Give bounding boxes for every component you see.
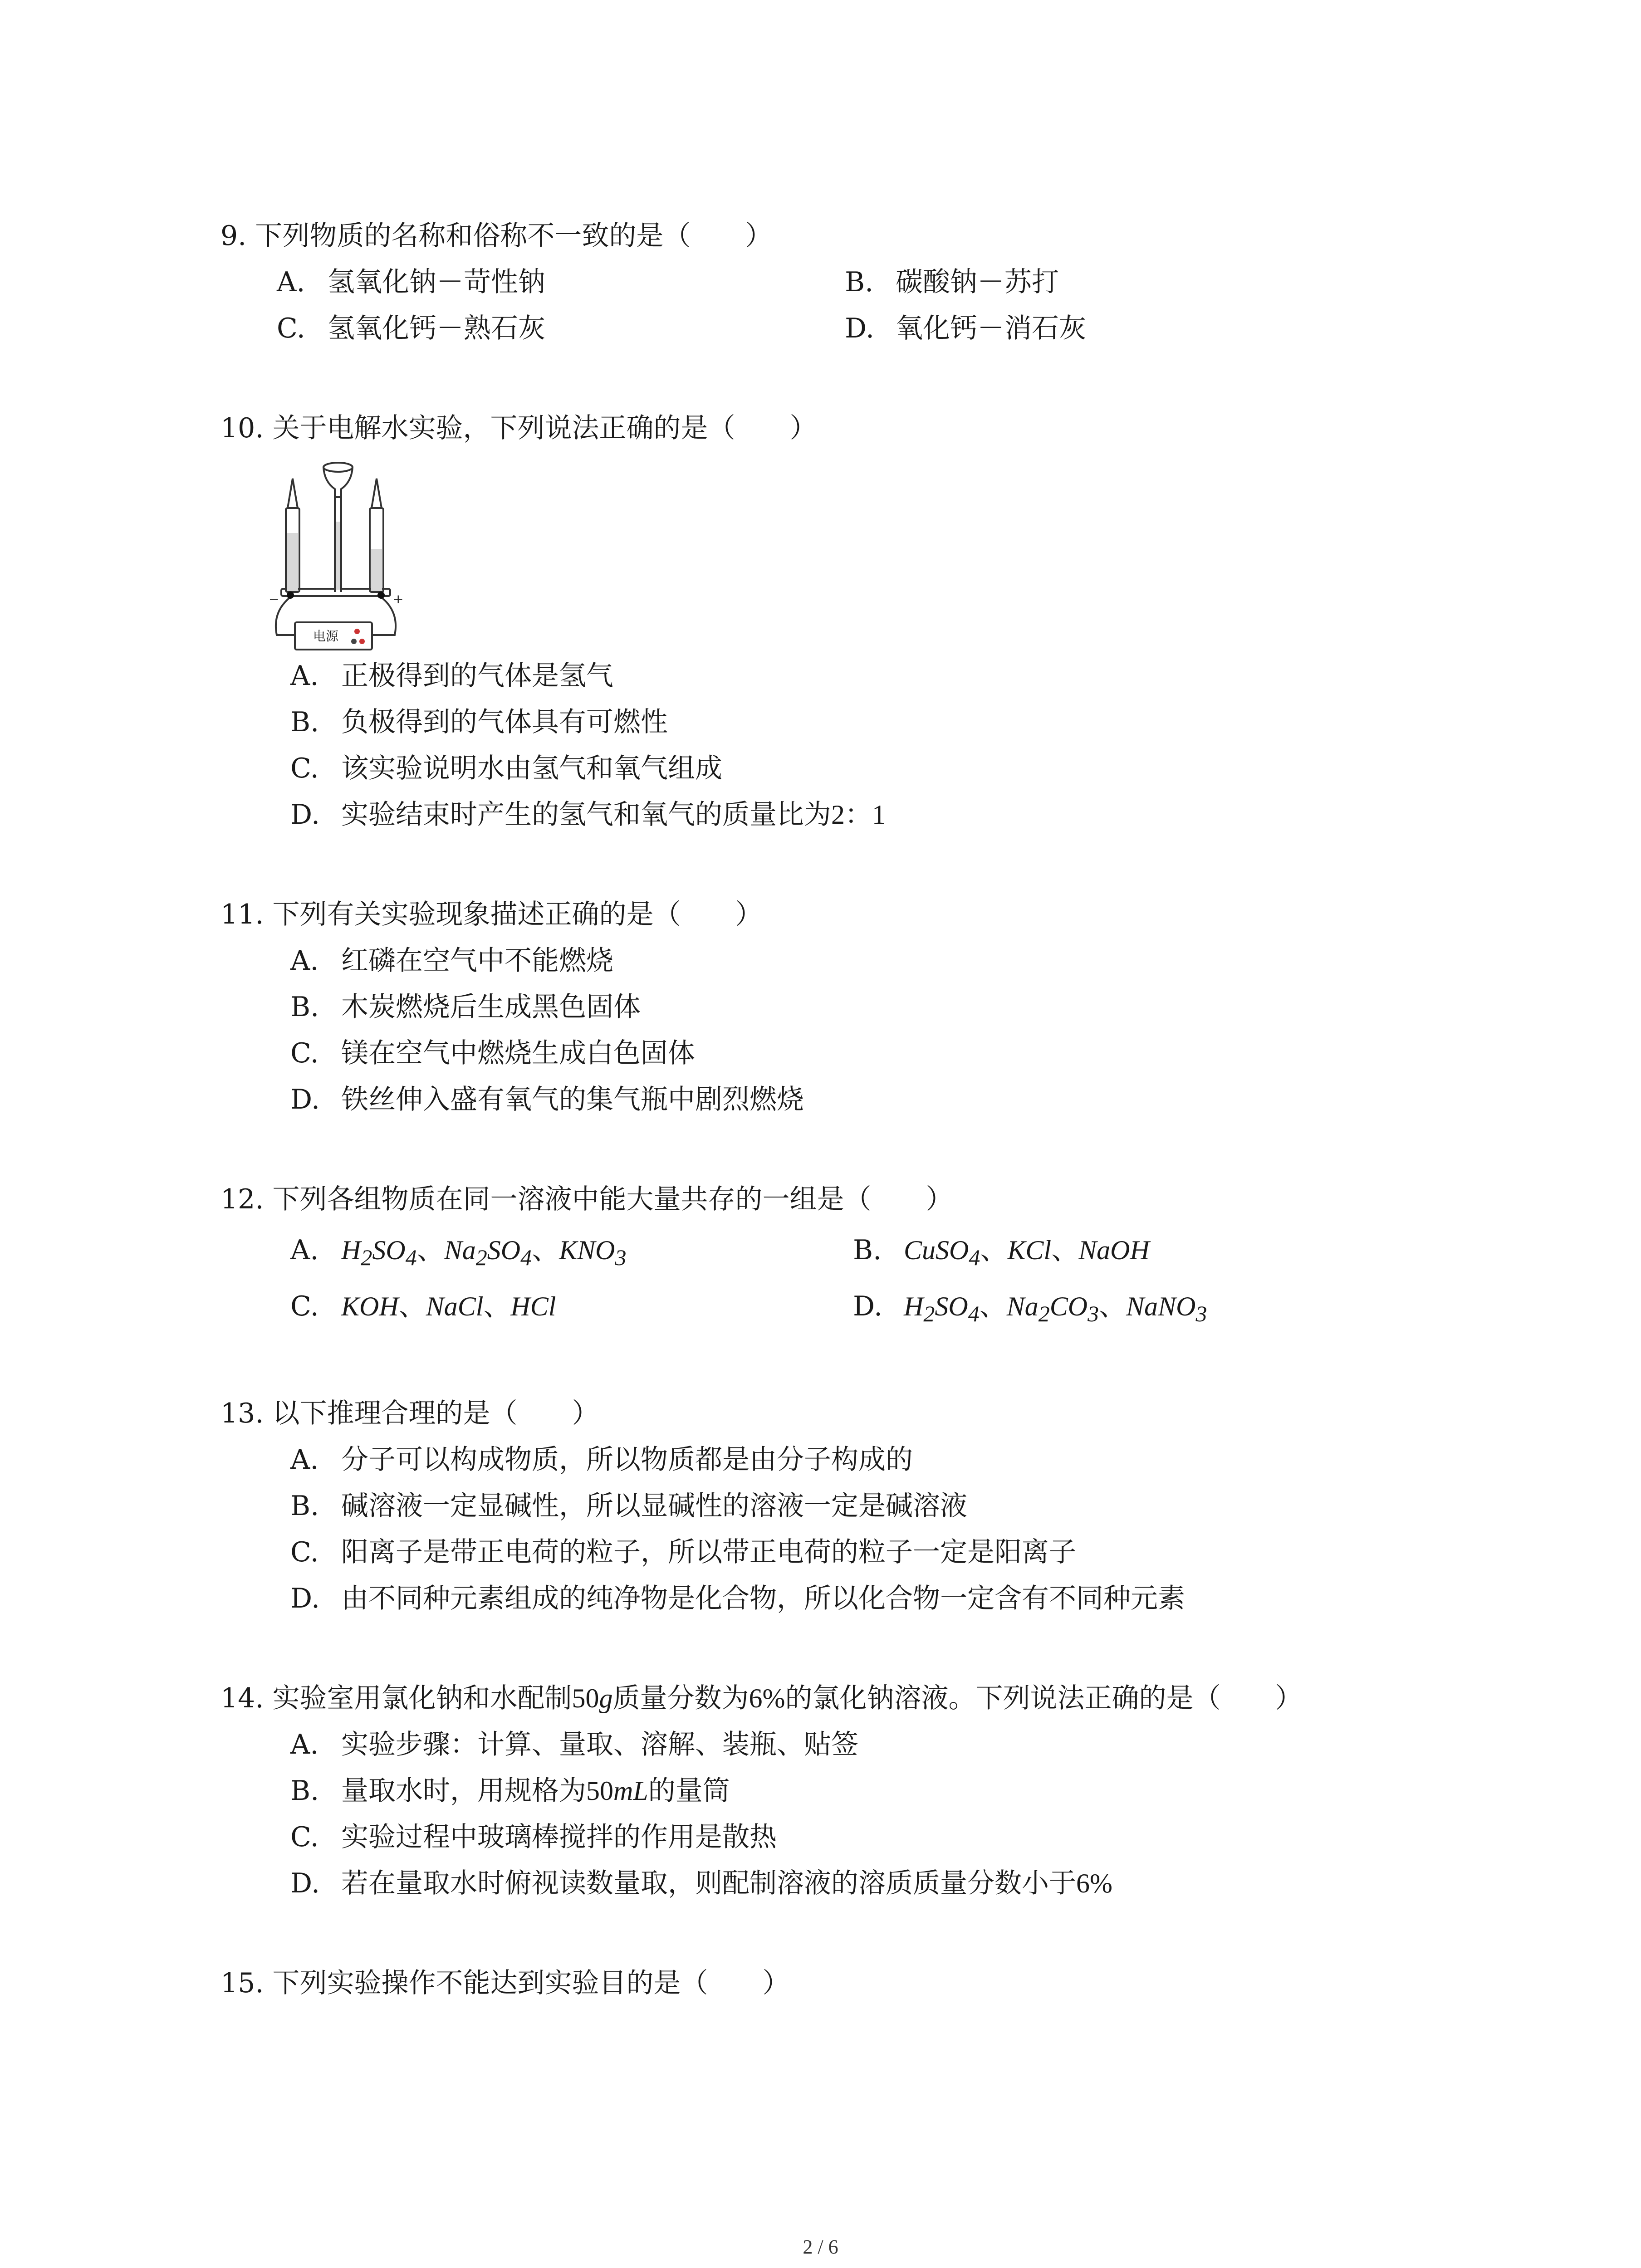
q9-option-d: D. 氧化钙－消石灰: [845, 313, 1086, 344]
q13-option-d: D. 由不同种元素组成的纯净物是化合物，所以化合物一定含有不同种元素: [290, 1583, 1185, 1614]
q10-option-b: B. 负极得到的气体具有可燃性: [290, 706, 668, 738]
q12-stem: 12. 下列各组物质在同一溶液中能大量共存的一组是（ ）: [220, 1183, 953, 1215]
power-supply-label: 电源: [313, 629, 339, 644]
q11-option-d: D. 铁丝伸入盛有氧气的集气瓶中剧烈燃烧: [290, 1084, 804, 1115]
q13-stem: 13. 以下推理合理的是（ ）: [220, 1398, 599, 1429]
q10-option-d: D. 实验结束时产生的氢气和氧气的质量比为2：1: [290, 799, 886, 831]
electrolysis-apparatus-figure: [268, 454, 404, 653]
q11-option-b: B. 木炭燃烧后生成黑色固体: [290, 991, 641, 1023]
q14-stem: 14. 实验室用氯化钠和水配制50g质量分数为6%的氯化钠溶液。下列说法正确的是（ ）: [220, 1682, 1303, 1714]
q12-option-c: C. KOH、NaCl、HCl: [290, 1290, 556, 1322]
q14-option-d: D. 若在量取水时俯视读数量取，则配制溶液的溶质质量分数小于6%: [290, 1867, 1112, 1899]
q9-option-a: A. 氢氧化钠－苛性钠: [277, 266, 545, 298]
q9-option-b: B. 碳酸钠－苏打: [845, 266, 1059, 298]
q13-option-b: B. 碱溶液一定显碱性，所以显碱性的溶液一定是碱溶液: [290, 1490, 967, 1522]
q12-option-b: B. CuSO$_4$、KCl、NaOH: [853, 1234, 1150, 1270]
q13-option-c: C. 阳离子是带正电荷的粒子，所以带正电荷的粒子一定是阳离子: [290, 1536, 1076, 1568]
q11-stem: 11. 下列有关实验现象描述正确的是（ ）: [220, 899, 763, 930]
negative-sign: −: [269, 591, 279, 606]
q12-option-a: A. $H_2SO_4$、$Na_2SO_4$、$KNO_3$: [290, 1234, 627, 1270]
q13-option-a: A. 分子可以构成物质，所以物质都是由分子构成的: [290, 1444, 913, 1476]
q10-option-c: C. 该实验说明水由氢气和氧气组成: [290, 753, 722, 784]
q9-stem: 9. 下列物质的名称和俗称不一致的是（ ）: [220, 220, 773, 252]
q10-stem: 10. 关于电解水实验，下列说法正确的是（ ）: [220, 412, 817, 444]
q15-stem: 15. 下列实验操作不能达到实验目的是（ ）: [220, 1967, 790, 1999]
q10-option-a: A. 正极得到的气体是氢气: [290, 660, 613, 692]
q14-option-c: C. 实验过程中玻璃棒搅拌的作用是散热: [290, 1821, 777, 1853]
q14-option-b: B. 量取水时，用规格为50mL的量筒: [290, 1775, 730, 1807]
q11-option-c: C. 镁在空气中燃烧生成白色固体: [290, 1037, 695, 1069]
page-number: 2 / 6: [803, 2236, 838, 2258]
q12-option-d: D. $H_2SO_4$、$Na_2CO_3$、NaNO$_3$: [853, 1290, 1207, 1326]
positive-sign: +: [393, 591, 404, 606]
q11-option-a: A. 红磷在空气中不能燃烧: [290, 945, 613, 977]
q9-option-c: C. 氢氧化钙－熟石灰: [277, 313, 545, 344]
q14-option-a: A. 实验步骤：计算、量取、溶解、装瓶、贴签: [290, 1729, 858, 1760]
